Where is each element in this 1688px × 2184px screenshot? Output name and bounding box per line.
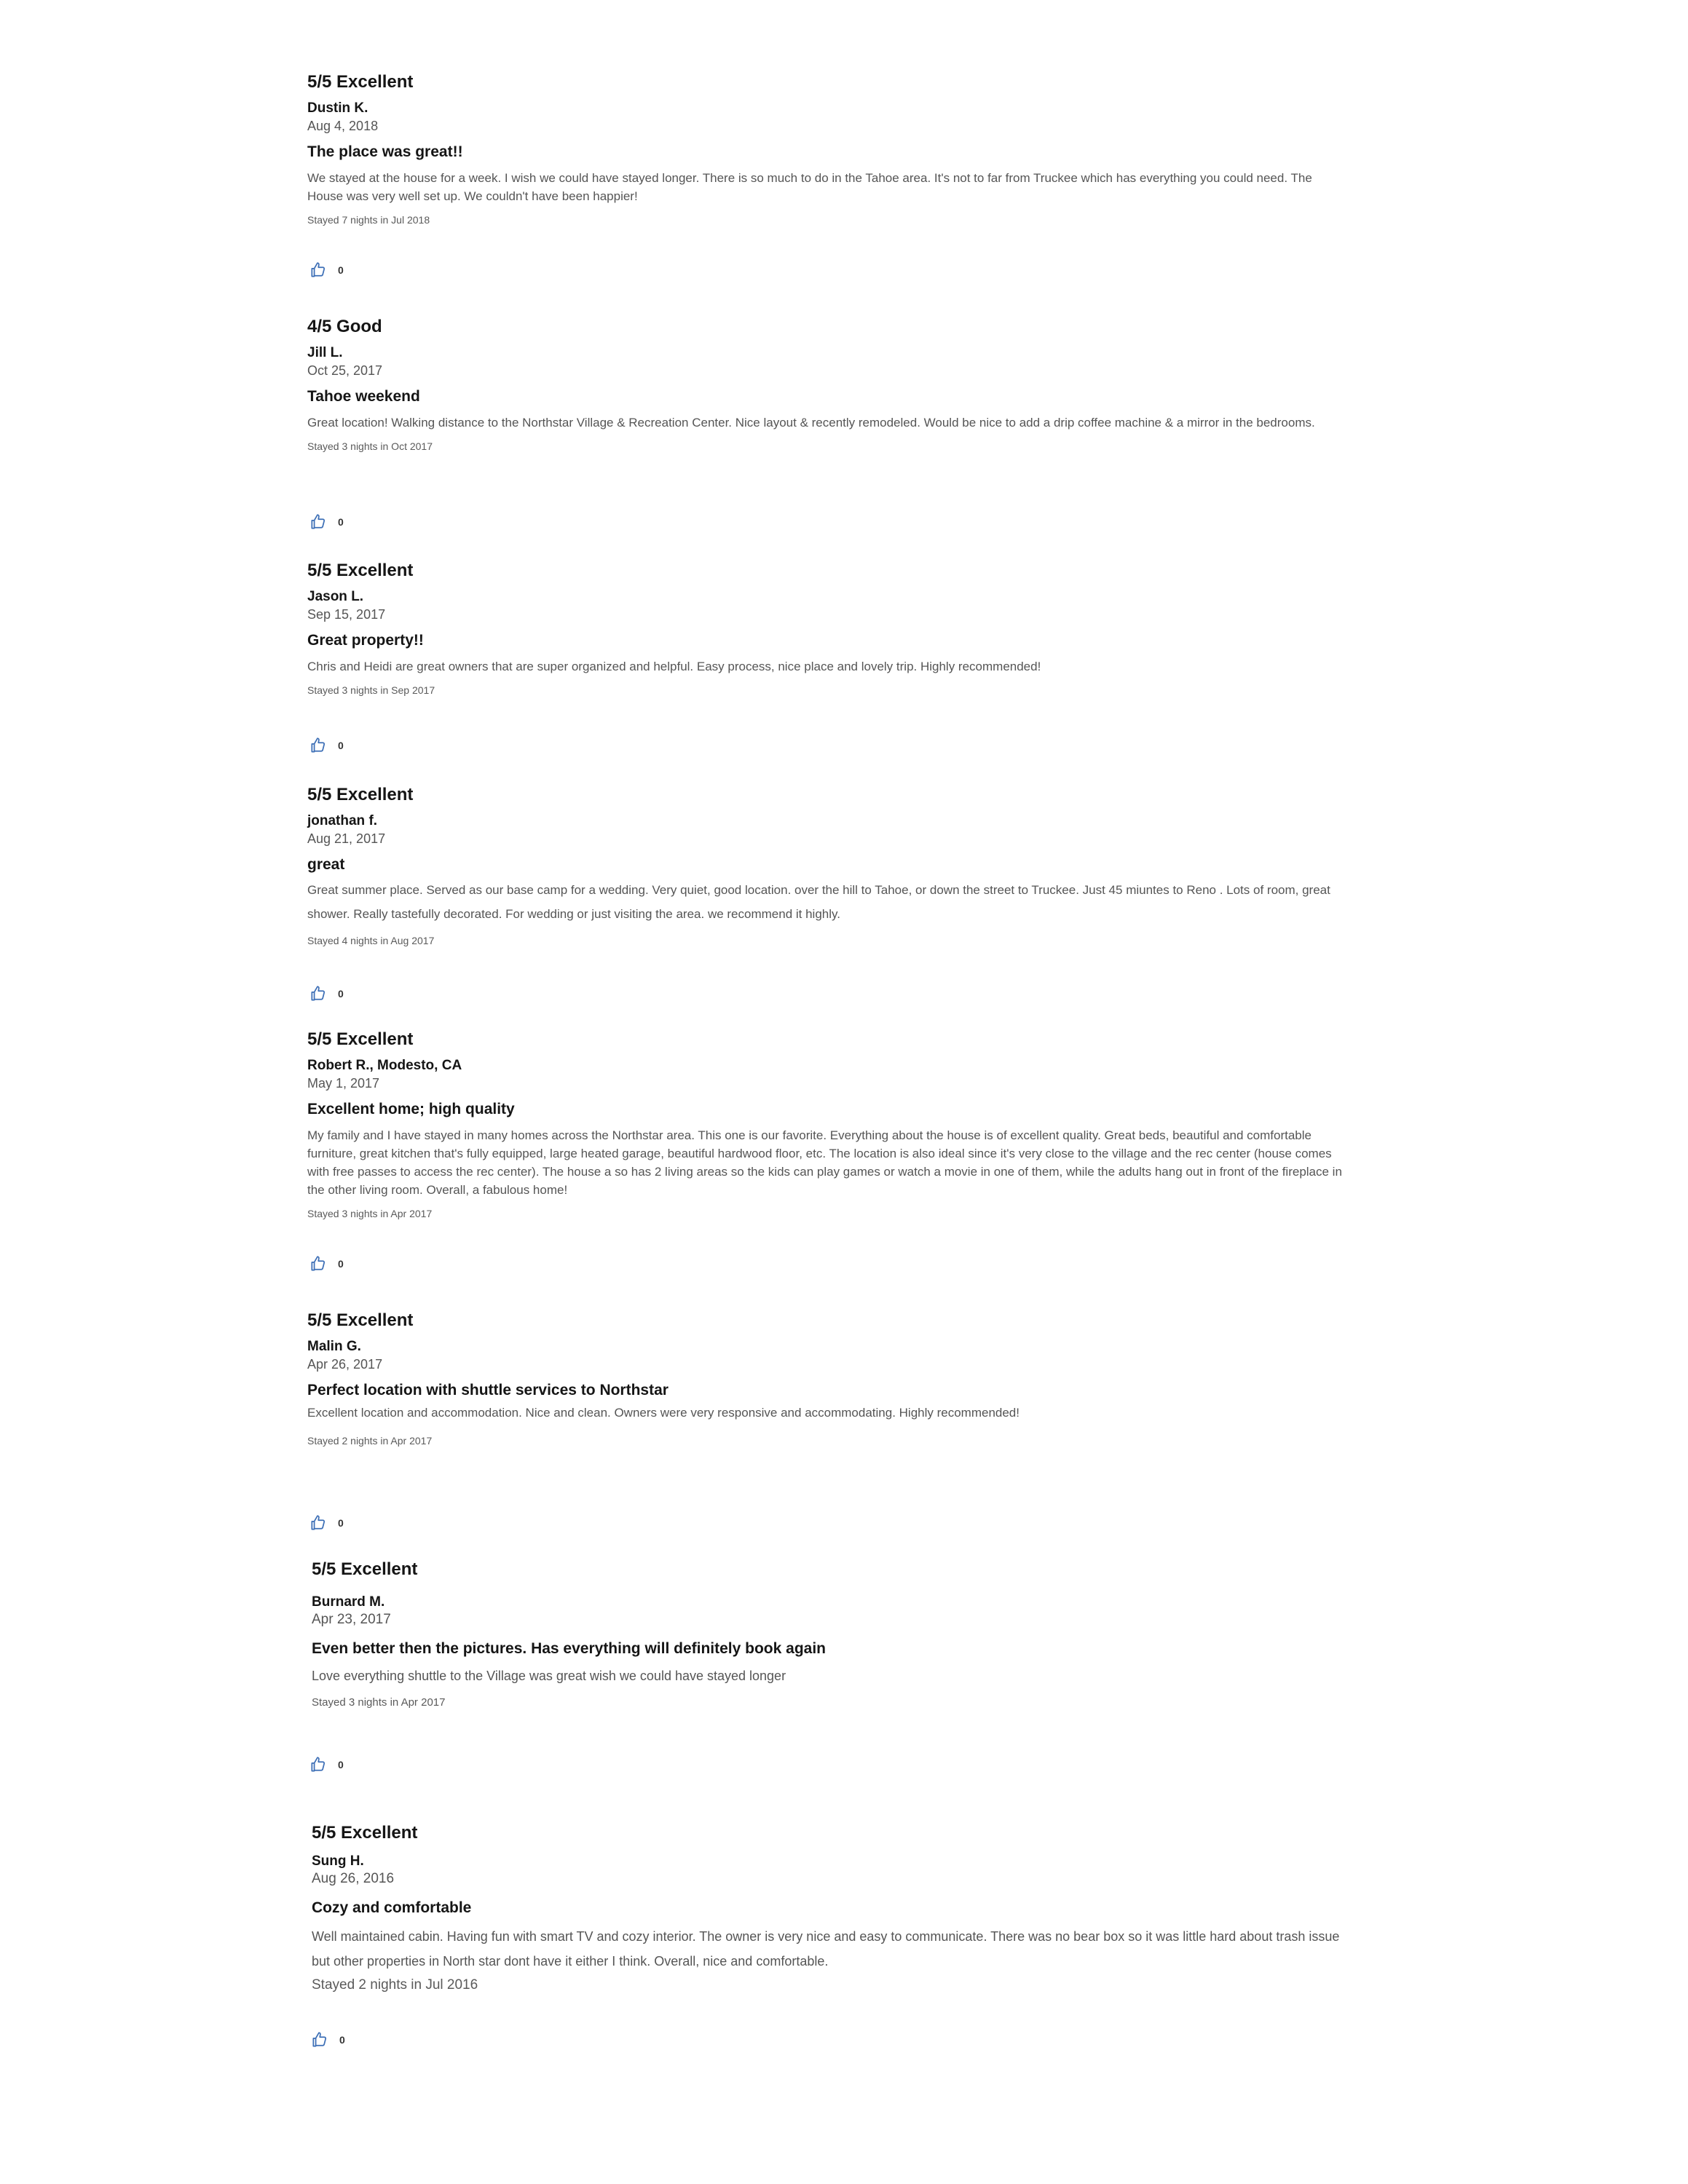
review-stay-info: Stayed 3 nights in Apr 2017 <box>312 1696 446 1709</box>
helpful-vote <box>310 2030 345 2049</box>
review-stay-info: Stayed 3 nights in Apr 2017 <box>307 1208 433 1219</box>
thumbs-up-icon[interactable] <box>309 513 328 531</box>
review-title: great <box>307 856 345 873</box>
review-author: Dustin K. <box>307 100 368 116</box>
review-author: jonathan f. <box>307 813 378 828</box>
review-card <box>307 71 1341 276</box>
review-rating: 5/5 Excellent <box>307 72 414 92</box>
review-rating: 5/5 Excellent <box>307 561 414 580</box>
review-body: Love everything shuttle to the Village was great wish we could have stayed longer <box>312 1669 786 1683</box>
helpful-vote <box>309 261 344 280</box>
review-card <box>307 784 1341 1000</box>
review-stay-info: Stayed 3 nights in Sep 2017 <box>307 684 435 696</box>
review-stay-info: Stayed 4 nights in Aug 2017 <box>307 935 435 946</box>
helpful-vote <box>309 1514 344 1532</box>
review-card <box>312 1559 1346 1770</box>
review-card <box>307 316 1341 528</box>
review-stay-info: Stayed 2 nights in Apr 2017 <box>307 1435 433 1447</box>
review-date: Apr 23, 2017 <box>312 1612 391 1627</box>
helpful-count: 0 <box>339 2034 345 2046</box>
thumbs-up-icon[interactable] <box>310 2030 329 2049</box>
review-body: Well maintained cabin. Having fun with smart TV and cozy interior. The owner is very nice and easy to communicate. There was no bear box so it was little hard about trash issue but other properties in North star dont have it either I think. Overall, nice and comfortable. <box>312 1929 1340 1969</box>
review-stay-info: Stayed 2 nights in Jul 2016 <box>312 1977 478 1993</box>
thumbs-up-icon[interactable] <box>309 984 328 1003</box>
review-author: Burnard M. <box>312 1594 385 1610</box>
review-date: Sep 15, 2017 <box>307 607 386 622</box>
review-stay-info: Stayed 3 nights in Oct 2017 <box>307 440 433 452</box>
helpful-vote <box>309 1254 344 1273</box>
thumbs-up-icon[interactable] <box>309 736 328 755</box>
helpful-vote <box>309 984 344 1003</box>
review-date: Aug 21, 2017 <box>307 831 386 846</box>
helpful-count: 0 <box>338 740 344 751</box>
thumbs-up-icon[interactable] <box>309 1254 328 1273</box>
review-title: Great property!! <box>307 632 424 649</box>
review-date: Apr 26, 2017 <box>307 1357 383 1372</box>
review-body: Great summer place. Served as our base camp for a wedding. Very quiet, good location. over the hill to Tahoe, or down the street to Truckee. Just 45 miuntes to Reno . Lots of room, great shower. Really tastefully decorated. For wedding or just visiting the area. we recommend it highly. <box>307 883 1330 921</box>
review-stay-info: Stayed 7 nights in Jul 2018 <box>307 214 430 226</box>
review-date: Aug 4, 2018 <box>307 119 379 133</box>
review-card <box>307 560 1341 751</box>
review-author: Jill L. <box>307 345 343 360</box>
review-author: Sung H. <box>312 1853 364 1869</box>
review-card <box>307 1029 1356 1270</box>
helpful-count: 0 <box>338 1517 344 1529</box>
review-rating: 5/5 Excellent <box>312 1559 418 1579</box>
review-title: Tahoe weekend <box>307 388 420 405</box>
review-date: Oct 25, 2017 <box>307 363 383 378</box>
review-date: May 1, 2017 <box>307 1076 380 1091</box>
helpful-vote <box>309 736 344 755</box>
review-rating: 5/5 Excellent <box>307 785 414 804</box>
review-title: The place was great!! <box>307 143 463 160</box>
helpful-vote <box>309 1755 344 1774</box>
thumbs-up-icon[interactable] <box>309 261 328 280</box>
helpful-vote <box>309 513 344 531</box>
review-rating: 5/5 Excellent <box>307 1029 414 1049</box>
review-body: Excellent location and accommodation. Nice and clean. Owners were very responsive and accommodating. Highly recommended! <box>307 1406 1019 1420</box>
review-body: Great location! Walking distance to the Northstar Village & Recreation Center. Nice layout & recently remodeled. Would be nice to add a drip coffee machine & a mirror in the bedrooms. <box>307 416 1315 430</box>
review-card <box>312 1822 1360 2046</box>
review-body: My family and I have stayed in many homes across the Northstar area. This one is our favorite. Everything about the house is of excellent quality. Great beds, beautiful and comfortable furniture, great kitchen that's fully equipped, large heated garage, beautiful hardwood floor, etc. The location is also ideal since it's very close to the village and the rec center (house comes with free passes to access the rec center). The house a so has 2 living areas so the kids can play games or watch a movie in one of them, while the adults hang out in front of the fireplace in the other living room. Overall, a fabulous home! <box>307 1128 1342 1197</box>
helpful-count: 0 <box>338 1759 344 1770</box>
review-author: Robert R., Modesto, CA <box>307 1058 462 1073</box>
review-rating: 5/5 Excellent <box>312 1823 418 1843</box>
review-rating: 4/5 Good <box>307 317 382 336</box>
review-date: Aug 26, 2016 <box>312 1871 395 1886</box>
review-rating: 5/5 Excellent <box>307 1310 414 1330</box>
review-author: Jason L. <box>307 589 364 604</box>
helpful-count: 0 <box>338 988 344 1000</box>
review-body: We stayed at the house for a week. I wish we could have stayed longer. There is so much to do in the Tahoe area. It's not to far from Truckee which has everything you could need. The House was very well set up. We couldn't have been happier! <box>307 171 1312 203</box>
review-title: Cozy and comfortable <box>312 1899 472 1916</box>
review-title: Excellent home; high quality <box>307 1101 515 1117</box>
thumbs-up-icon[interactable] <box>309 1755 328 1774</box>
review-card <box>307 1310 1341 1529</box>
helpful-count: 0 <box>338 1258 344 1270</box>
review-title: Even better then the pictures. Has everything will definitely book again <box>312 1640 826 1657</box>
thumbs-up-icon[interactable] <box>309 1514 328 1532</box>
review-body: Chris and Heidi are great owners that are super organized and helpful. Easy process, nice place and lovely trip. Highly recommended! <box>307 660 1041 673</box>
helpful-count: 0 <box>338 264 344 276</box>
review-title: Perfect location with shuttle services to Northstar <box>307 1382 669 1398</box>
review-author: Malin G. <box>307 1339 361 1354</box>
helpful-count: 0 <box>338 516 344 528</box>
